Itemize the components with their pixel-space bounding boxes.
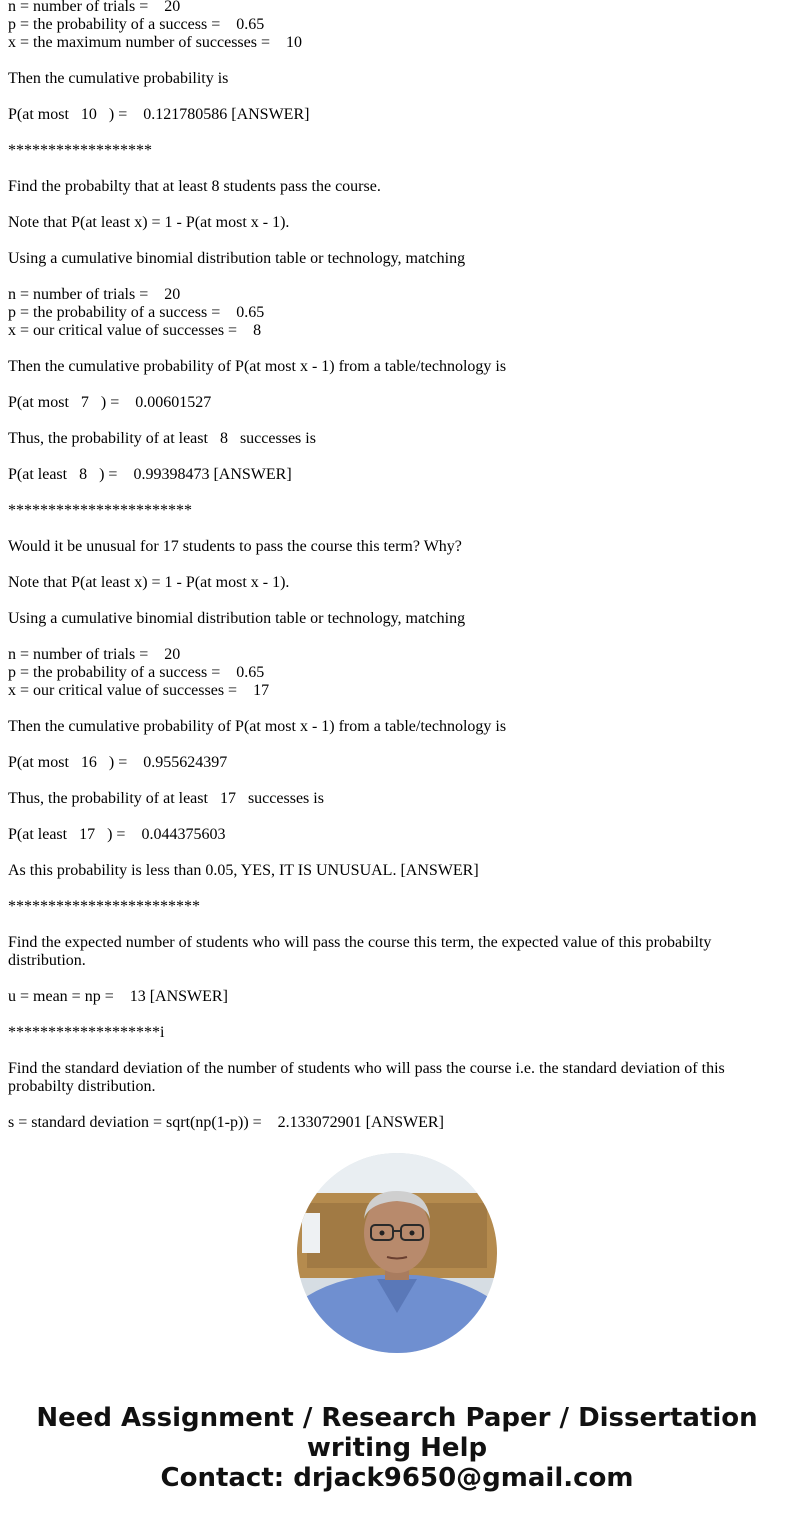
line-spacer xyxy=(8,772,768,790)
text-line: Then the cumulative probability of P(at most x - 1) from a table/technology is xyxy=(8,718,507,735)
line-spacer xyxy=(8,592,768,610)
text-line: Would it be unusual for 17 students to pass the course this term? Why? xyxy=(8,538,462,555)
banner-line-2: writing Help xyxy=(306,1433,488,1463)
text-line: P(at most 7 ) = 0.00601527 xyxy=(8,394,212,411)
text-line: P(at most 16 ) = 0.955624397 xyxy=(8,754,228,771)
text-line: *******************i xyxy=(8,1024,165,1041)
line-spacer xyxy=(8,124,768,142)
text-line: Find the expected number of students who will pass the course this term, the expected value of this probabilty distribution. xyxy=(8,934,716,969)
text-line: Using a cumulative binomial distribution table or technology, matching xyxy=(8,610,466,627)
text-line: x = the maximum number of successes = 10 xyxy=(8,34,302,51)
line-spacer xyxy=(8,52,768,70)
text-line: p = the probability of a success = 0.65 xyxy=(8,664,265,681)
text-line: n = number of trials = 20 xyxy=(8,286,181,303)
line-spacer xyxy=(8,232,768,250)
line-spacer xyxy=(8,1006,768,1024)
line-spacer xyxy=(8,736,768,754)
line-spacer xyxy=(8,1042,768,1060)
text-line: Then the cumulative probability of P(at most x - 1) from a table/technology is xyxy=(8,358,507,375)
line-spacer xyxy=(8,916,768,934)
line-spacer xyxy=(8,844,768,862)
text-line: x = our critical value of successes = 17 xyxy=(8,682,270,699)
text-line: Thus, the probability of at least 17 successes is xyxy=(8,790,324,807)
text-line: x = our critical value of successes = 8 xyxy=(8,322,262,339)
line-spacer xyxy=(8,196,768,214)
line-spacer xyxy=(8,628,768,646)
text-line: p = the probability of a success = 0.65 xyxy=(8,16,265,33)
text-line: n = number of trials = 20 xyxy=(8,646,181,663)
contact-banner xyxy=(0,1403,794,1493)
line-spacer xyxy=(8,880,768,898)
avatar-portrait-icon xyxy=(297,1153,497,1353)
text-line: P(at least 8 ) = 0.99398473 [ANSWER] xyxy=(8,466,292,483)
text-line: Find the probabilty that at least 8 students pass the course. xyxy=(8,178,381,195)
text-line: P(at most 10 ) = 0.121780586 [ANSWER] xyxy=(8,106,310,123)
line-spacer xyxy=(8,970,768,988)
text-line: ************************ xyxy=(8,898,200,915)
banner-line-1: Need Assignment / Research Paper / Dissertation xyxy=(36,1403,758,1433)
text-line: Using a cumulative binomial distribution table or technology, matching xyxy=(8,250,466,267)
text-line: Note that P(at least x) = 1 - P(at most x - 1). xyxy=(8,574,290,591)
solution-text xyxy=(8,0,768,1132)
text-line: n = number of trials = 20 xyxy=(8,0,181,15)
text-line: Note that P(at least x) = 1 - P(at most x - 1). xyxy=(8,214,290,231)
text-line: P(at least 17 ) = 0.044375603 xyxy=(8,826,226,843)
line-spacer xyxy=(8,376,768,394)
text-line: ****************** xyxy=(8,142,152,159)
text-line: *********************** xyxy=(8,502,192,519)
author-photo xyxy=(297,1153,497,1353)
line-spacer xyxy=(8,448,768,466)
line-spacer xyxy=(8,700,768,718)
line-spacer xyxy=(8,520,768,538)
line-spacer xyxy=(8,412,768,430)
line-spacer xyxy=(8,340,768,358)
text-line: Then the cumulative probability is xyxy=(8,70,229,87)
line-spacer xyxy=(8,88,768,106)
line-spacer xyxy=(8,1096,768,1114)
text-line: As this probability is less than 0.05, YES, IT IS UNUSUAL. [ANSWER] xyxy=(8,862,479,879)
text-line: Thus, the probability of at least 8 successes is xyxy=(8,430,316,447)
line-spacer xyxy=(8,160,768,178)
banner-contact: Contact: drjack9650@gmail.com xyxy=(160,1463,634,1493)
line-spacer xyxy=(8,268,768,286)
text-line: u = mean = np = 13 [ANSWER] xyxy=(8,988,228,1005)
text-line: Find the standard deviation of the number of students who will pass the course i.e. the standard deviation of this probabilty distribution. xyxy=(8,1060,729,1095)
line-spacer xyxy=(8,808,768,826)
line-spacer xyxy=(8,556,768,574)
line-spacer xyxy=(8,484,768,502)
text-line: p = the probability of a success = 0.65 xyxy=(8,304,265,321)
text-line: s = standard deviation = sqrt(np(1-p)) = 2.133072901 [ANSWER] xyxy=(8,1114,444,1131)
